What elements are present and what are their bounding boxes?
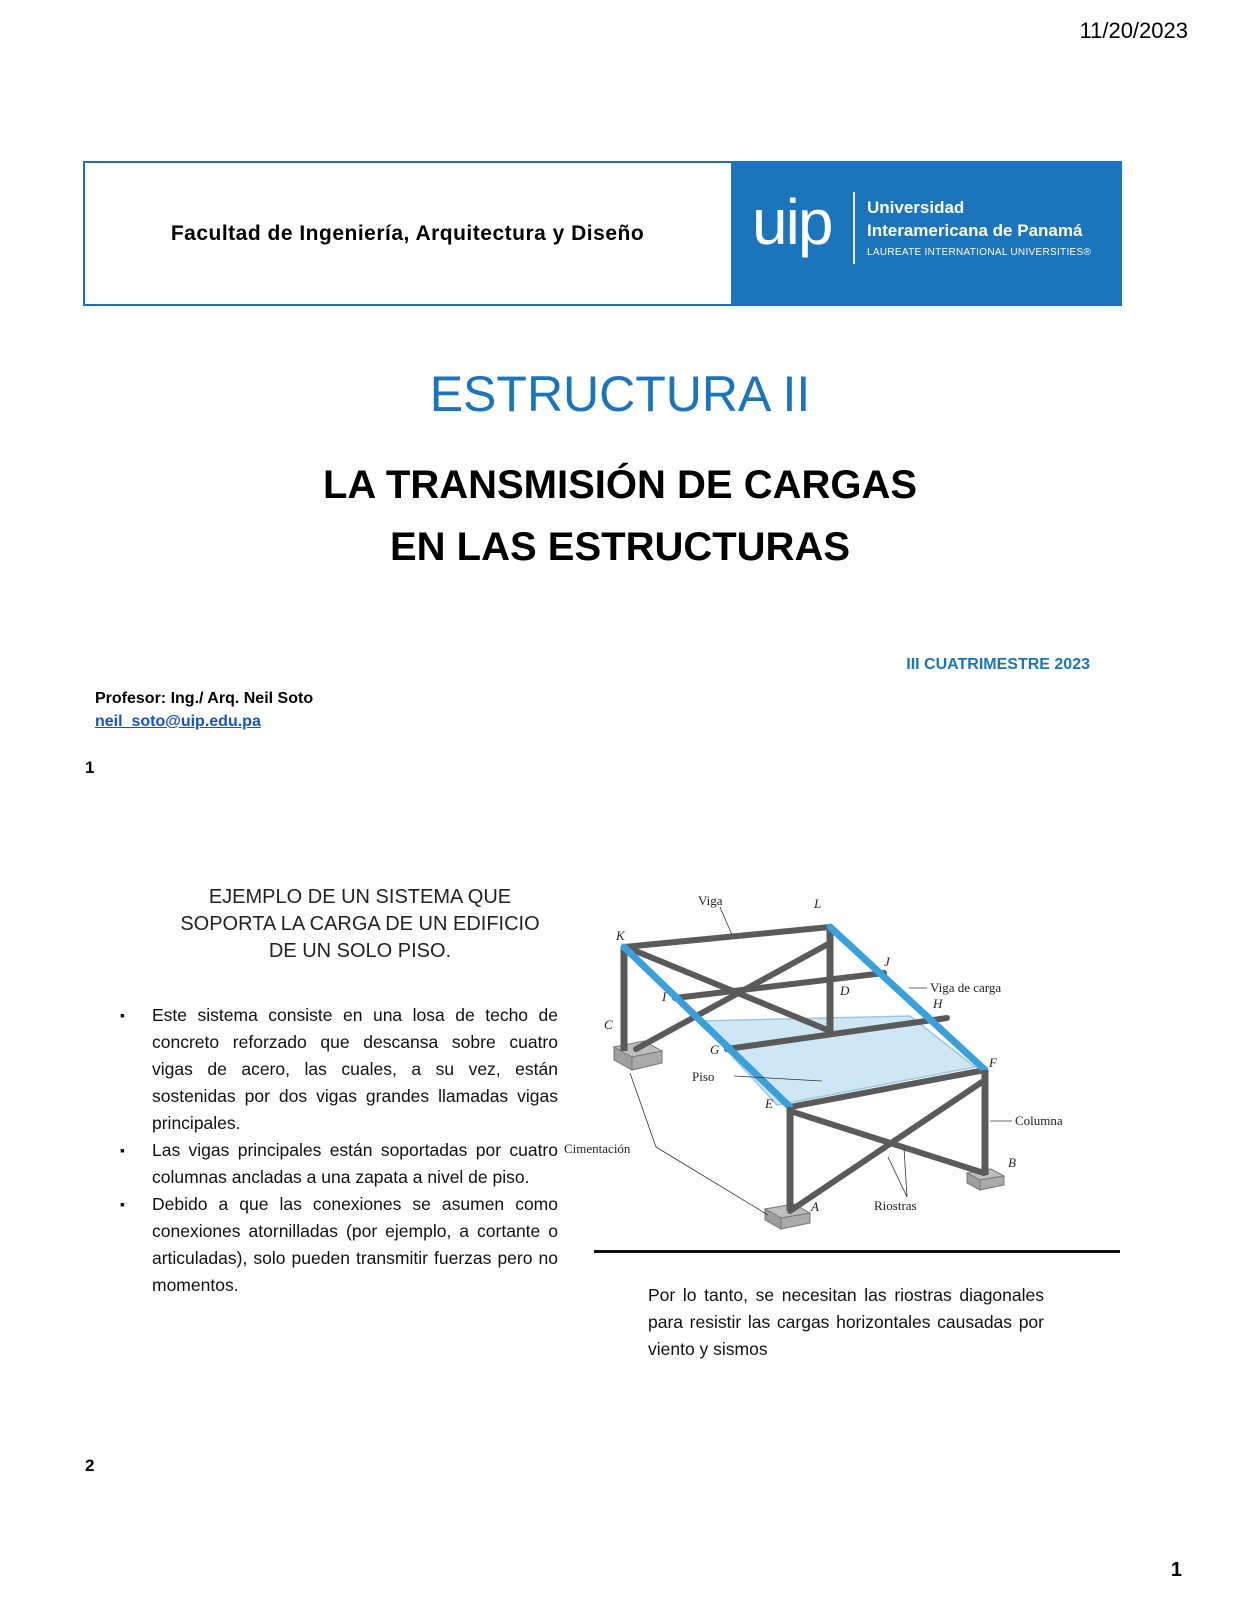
university-name-line2: Interamericana de Panamá [867,221,1083,240]
example-heading-line: DE UN SOLO PISO. [268,940,452,962]
university-name-line1: Universidad [867,198,965,217]
label-l: L [814,896,822,911]
brace-front-1 [790,1111,984,1173]
label-a: A [811,1199,819,1214]
label-f: F [989,1055,997,1070]
list-item: ▪ Este sistema consiste en una losa de techo de concreto reforzado que descansa sobre cuatro vigas de acero, las cuales, a su vez, están sostenidas por dos vigas grandes llamadas vigas principales. [118,1002,558,1137]
faculty-name: Facultad de Ingeniería, Arquitectura y Diseño [170,221,645,245]
label-i: I [662,989,667,1004]
label-j: J [884,954,890,969]
page-date: 11/20/2023 [1079,18,1188,43]
list-item: ▪ Debido a que las conexiones se asumen como conexiones atornilladas (por ejemplo, a cortante o articuladas), solo pueden transmitir fuerzas pero no momentos. [118,1191,558,1299]
label-e: E [765,1096,773,1111]
slide-number-2: 2 [85,1456,95,1475]
slide-number-1: 1 [85,758,95,777]
list-item: ▪ Las vigas principales están soportadas por cuatro columnas ancladas a una zapata a nivel de piso. [118,1137,558,1191]
structural-frame-diagram [564,893,1092,1245]
example-heading-line: SOPORTA LA CARGA DE UN EDIFICIO [180,913,540,935]
conclusion-text: Por lo tanto, se necesitan las riostras diagonales para resistir las cargas horizontales causadas por viento y sismos [648,1285,1044,1359]
lecture-title-line1: LA TRANSMISIÓN DE CARGAS [322,463,918,507]
label-g: G [710,1042,720,1057]
caption-piso: Piso [692,1069,715,1084]
professor-email-link[interactable]: neil_soto@uip.edu.pa [95,713,261,730]
page-number: 1 [1170,1559,1182,1581]
university-affiliation: LAUREATE INTERNATIONAL UNIVERSITIES® [867,247,1092,258]
caption-columna: Columna [1015,1113,1063,1128]
example-heading-line: EJEMPLO DE UN SISTEMA QUE [208,886,512,908]
caption-viga-de-carga: Viga de carga [930,980,1002,995]
professor-name: Profesor: Ing./ Arq. Neil Soto [95,690,314,707]
explanation-list [118,1002,558,1299]
faculty-panel [85,163,730,304]
label-d: D [840,983,850,998]
lecture-title-line2: EN LAS ESTRUCTURAS [389,525,851,569]
caption-riostras: Riostras [874,1198,917,1213]
label-c: C [604,1017,613,1032]
figure-divider [594,1250,1120,1253]
logo-divider [853,192,855,264]
example-heading [140,884,580,965]
course-title: ESTRUCTURA II [429,366,811,422]
caption-cimentacion: Cimentación [564,1141,631,1156]
label-h: H [933,996,943,1011]
caption-viga: Viga [698,893,723,908]
term-label: III CUATRIMESTRE 2023 [906,656,1090,673]
beam-kl [624,927,830,947]
label-k: K [616,928,625,943]
beam-ij [675,973,884,998]
uip-logo: uip [752,186,832,258]
label-b: B [1008,1155,1016,1170]
